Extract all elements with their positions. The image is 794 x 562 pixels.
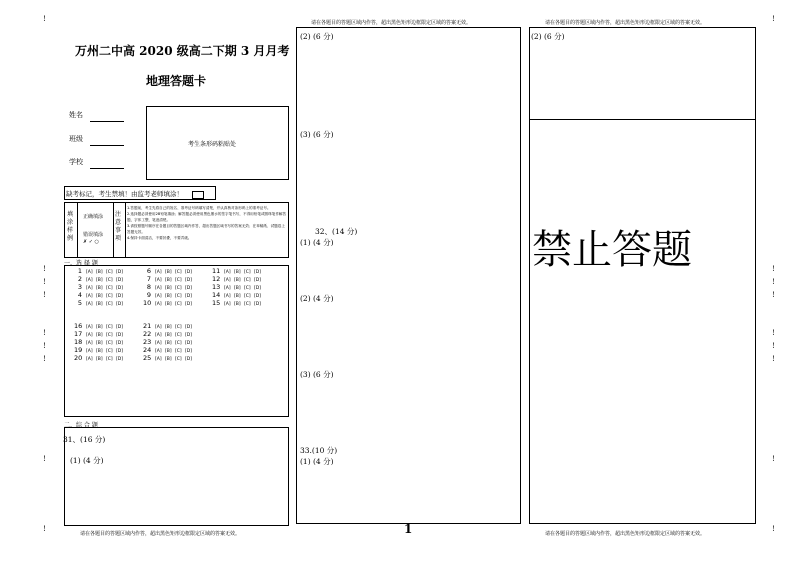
bottom-notice-left: 请在各题目的答题区域内作答，超出黑色矩形边框限定区域的答案无效。 bbox=[80, 531, 241, 537]
mc-option-bubble[interactable]: [B] bbox=[96, 302, 103, 307]
alignment-mark: ! bbox=[43, 455, 46, 463]
alignment-mark: ! bbox=[772, 329, 775, 337]
mc-option-bubble[interactable]: [C] bbox=[106, 333, 113, 338]
section2-answer-area[interactable] bbox=[64, 427, 289, 526]
mc-option-bubble[interactable]: [A] bbox=[86, 349, 93, 354]
mc-option-bubble[interactable]: [C] bbox=[106, 349, 113, 354]
mc-option-bubble[interactable]: [C] bbox=[175, 278, 182, 283]
mc-question-row bbox=[212, 291, 264, 299]
mc-option-bubble[interactable]: [B] bbox=[96, 333, 103, 338]
mc-option-bubble[interactable]: [C] bbox=[175, 286, 182, 291]
alignment-mark: ! bbox=[43, 265, 46, 273]
mc-option-bubble[interactable]: [C] bbox=[175, 294, 182, 299]
mc-option-bubble[interactable]: [D] bbox=[254, 302, 261, 307]
mc-option-bubble[interactable]: [D] bbox=[254, 270, 261, 275]
mc-option-bubble[interactable]: [C] bbox=[175, 270, 182, 275]
mc-option-bubble[interactable]: [D] bbox=[254, 278, 261, 283]
q32-label: 32、(14 分) bbox=[315, 227, 358, 236]
mc-question-number: 4 bbox=[77, 291, 82, 299]
mc-option-bubble[interactable]: [D] bbox=[116, 286, 123, 291]
mc-question-number: 20 bbox=[74, 354, 83, 362]
instruction-line: 4.保持卡面清洁，不要折叠，不要弄破。 bbox=[127, 236, 192, 240]
mc-option-bubble[interactable]: [D] bbox=[185, 286, 192, 291]
class-label: 班级 bbox=[69, 135, 83, 143]
section1-title: 一、选 择 题 bbox=[64, 260, 98, 267]
mc-option-bubble[interactable]: [A] bbox=[155, 357, 162, 362]
mc-option-bubble[interactable]: [C] bbox=[106, 286, 113, 291]
middle-answer-area[interactable] bbox=[296, 27, 521, 524]
bottom-notice-right: 请在各题目的答题区域内作答，超出黑色矩形边框限定区域的答案无效。 bbox=[545, 531, 706, 537]
mc-option-bubble[interactable]: [A] bbox=[224, 302, 231, 307]
mc-question-row bbox=[74, 267, 126, 275]
mc-option-bubble[interactable]: [D] bbox=[116, 278, 123, 283]
mc-option-bubble[interactable]: [A] bbox=[155, 286, 162, 291]
mc-option-bubble[interactable]: [D] bbox=[185, 302, 192, 307]
instructions-label: 注意事项 bbox=[115, 211, 122, 242]
mc-option-bubble[interactable]: [A] bbox=[86, 341, 93, 346]
mc-option-bubble[interactable]: [B] bbox=[234, 302, 241, 307]
mc-question-row bbox=[74, 283, 126, 291]
mc-option-bubble[interactable]: [C] bbox=[106, 302, 113, 307]
mc-option-bubble[interactable]: [D] bbox=[185, 270, 192, 275]
instruction-line: 3.请按照题号顺序在各题目的答题区域内作答，超出答题区域书写的答案无效；在草稿纸、试题卷上答题无效。 bbox=[127, 224, 285, 234]
mc-question-row bbox=[74, 322, 126, 330]
mc-option-bubble[interactable]: [A] bbox=[86, 286, 93, 291]
mc-question-number: 23 bbox=[143, 338, 152, 346]
mc-question-row bbox=[74, 346, 126, 354]
mc-option-bubble[interactable]: [C] bbox=[175, 357, 182, 362]
mc-option-bubble[interactable]: [A] bbox=[86, 278, 93, 283]
mc-option-bubble[interactable]: [D] bbox=[254, 294, 261, 299]
mc-option-bubble[interactable]: [C] bbox=[106, 278, 113, 283]
mc-option-bubble[interactable]: [C] bbox=[106, 325, 113, 330]
q32-2-label: (2) (4 分) bbox=[300, 294, 334, 303]
mc-question-row bbox=[74, 354, 126, 362]
mc-option-bubble[interactable]: [B] bbox=[165, 278, 172, 283]
name-label: 姓名 bbox=[69, 111, 83, 119]
absent-checkbox[interactable] bbox=[192, 191, 204, 199]
school-label: 学校 bbox=[69, 158, 83, 166]
name-field[interactable] bbox=[90, 121, 124, 122]
mc-question-row bbox=[143, 346, 195, 354]
mc-option-bubble[interactable]: [D] bbox=[185, 278, 192, 283]
alignment-mark: ! bbox=[772, 525, 775, 533]
q31-2-label: (2) (6 分) bbox=[300, 32, 334, 41]
barcode-label: 考生条形码粘贴处 bbox=[188, 141, 237, 148]
barcode-area bbox=[146, 106, 289, 180]
alignment-mark: ! bbox=[43, 355, 46, 363]
mc-question-number: 3 bbox=[77, 283, 82, 291]
mc-option-bubble[interactable]: [D] bbox=[254, 286, 261, 291]
mc-option-bubble[interactable]: [A] bbox=[155, 333, 162, 338]
q33-1-label: (1) (4 分) bbox=[300, 457, 334, 466]
mc-question-number: 17 bbox=[74, 330, 83, 338]
mc-option-bubble[interactable]: [B] bbox=[165, 270, 172, 275]
card-subtitle: 地理答题卡 bbox=[146, 74, 207, 88]
mc-question-row bbox=[143, 275, 195, 283]
mc-question-row bbox=[74, 299, 126, 307]
top-notice-right: 请在各题目的答题区域内作答，超出黑色矩形边框限定区域的答案无效。 bbox=[545, 20, 706, 26]
mc-question-row bbox=[143, 330, 195, 338]
mc-option-bubble[interactable]: [A] bbox=[155, 278, 162, 283]
wrong-fill-marks: ✗ ✓ ○ bbox=[83, 239, 99, 245]
mc-option-bubble[interactable]: [D] bbox=[116, 270, 123, 275]
alignment-mark: ! bbox=[772, 278, 775, 286]
mc-question-row bbox=[212, 275, 264, 283]
instructions-text bbox=[127, 205, 288, 241]
mc-option-bubble[interactable]: [C] bbox=[106, 270, 113, 275]
q31-1-label: (1) (4 分) bbox=[70, 456, 104, 465]
alignment-mark: ! bbox=[772, 355, 775, 363]
correct-fill-label: 正确填涂 bbox=[83, 214, 104, 220]
mc-option-bubble[interactable]: [B] bbox=[234, 270, 241, 275]
mc-question-row bbox=[74, 291, 126, 299]
mc-option-bubble[interactable]: [B] bbox=[96, 349, 103, 354]
mc-option-bubble[interactable]: [B] bbox=[96, 325, 103, 330]
mc-option-bubble[interactable]: [D] bbox=[185, 349, 192, 354]
mc-option-bubble[interactable]: [B] bbox=[165, 302, 172, 307]
mc-question-row bbox=[143, 291, 195, 299]
mc-question-number: 2 bbox=[77, 275, 82, 283]
mc-question-number: 15 bbox=[212, 299, 221, 307]
alignment-mark: ! bbox=[43, 329, 46, 337]
mc-option-bubble[interactable]: [D] bbox=[116, 294, 123, 299]
mc-question-number: 13 bbox=[212, 283, 221, 291]
mc-option-bubble[interactable]: [A] bbox=[86, 333, 93, 338]
mc-option-bubble[interactable]: [C] bbox=[106, 357, 113, 362]
mc-question-number: 25 bbox=[143, 354, 152, 362]
mc-option-bubble[interactable]: [B] bbox=[96, 341, 103, 346]
mc-option-bubble[interactable]: [A] bbox=[86, 294, 93, 299]
mc-option-bubble[interactable]: [B] bbox=[165, 341, 172, 346]
mc-option-bubble[interactable]: [A] bbox=[224, 286, 231, 291]
mc-question-number: 8 bbox=[146, 283, 151, 291]
forbidden-answer-text: 禁止答题 bbox=[532, 227, 692, 273]
mc-option-bubble[interactable]: [C] bbox=[244, 294, 251, 299]
q32-1-label: (1) (4 分) bbox=[300, 238, 334, 247]
mc-question-row bbox=[212, 267, 264, 275]
q31-3-label: (3) (6 分) bbox=[300, 130, 334, 139]
mc-option-bubble[interactable]: [A] bbox=[224, 270, 231, 275]
mc-question-number: 9 bbox=[146, 291, 151, 299]
class-field[interactable] bbox=[90, 145, 124, 146]
mc-option-bubble[interactable]: [A] bbox=[155, 325, 162, 330]
mc-question-number: 11 bbox=[212, 267, 221, 275]
mc-question-number: 22 bbox=[143, 330, 152, 338]
mc-question-row bbox=[74, 338, 126, 346]
mc-option-bubble[interactable]: [A] bbox=[155, 302, 162, 307]
top-notice-middle: 请在各题目的答题区域内作答，超出黑色矩形边框限定区域的答案无效。 bbox=[311, 20, 472, 26]
mc-option-bubble[interactable]: [C] bbox=[175, 325, 182, 330]
mc-question-row bbox=[143, 322, 195, 330]
mc-question-number: 6 bbox=[146, 267, 151, 275]
school-field[interactable] bbox=[90, 168, 124, 169]
mc-question-number: 18 bbox=[74, 338, 83, 346]
mc-option-bubble[interactable]: [B] bbox=[165, 286, 172, 291]
mc-question-number: 1 bbox=[77, 267, 82, 275]
mc-question-row bbox=[212, 283, 264, 291]
mc-option-bubble[interactable]: [A] bbox=[86, 357, 93, 362]
fill-example-label: 填涂样例 bbox=[67, 211, 74, 242]
absent-mark-text: 缺考标记，考生禁填！由监考老师填涂！ bbox=[66, 190, 183, 198]
right-answer-area[interactable] bbox=[529, 27, 756, 524]
mc-option-bubble[interactable]: [D] bbox=[116, 302, 123, 307]
mc-option-bubble[interactable]: [C] bbox=[106, 341, 113, 346]
alignment-mark: ! bbox=[772, 15, 775, 23]
alignment-mark: ! bbox=[43, 342, 46, 350]
mc-option-bubble[interactable]: [B] bbox=[234, 278, 241, 283]
mc-option-bubble[interactable]: [D] bbox=[116, 325, 123, 330]
mc-option-bubble[interactable]: [B] bbox=[165, 357, 172, 362]
mc-question-row bbox=[143, 299, 195, 307]
alignment-mark: ! bbox=[772, 455, 775, 463]
mc-option-bubble[interactable]: [B] bbox=[96, 270, 103, 275]
mc-question-row bbox=[143, 354, 195, 362]
mc-option-bubble[interactable]: [A] bbox=[224, 278, 231, 283]
alignment-mark: ! bbox=[43, 15, 46, 23]
mc-option-bubble[interactable]: [D] bbox=[116, 349, 123, 354]
alignment-mark: ! bbox=[43, 278, 46, 286]
mc-option-bubble[interactable]: [C] bbox=[175, 349, 182, 354]
mc-option-bubble[interactable]: [C] bbox=[175, 302, 182, 307]
mc-option-bubble[interactable]: [C] bbox=[244, 302, 251, 307]
alignment-mark: ! bbox=[772, 291, 775, 299]
instructions-box bbox=[64, 202, 289, 258]
mc-question-number: 21 bbox=[143, 322, 152, 330]
mc-option-bubble[interactable]: [B] bbox=[165, 325, 172, 330]
mc-question-number: 5 bbox=[77, 299, 82, 307]
mc-option-bubble[interactable]: [C] bbox=[244, 286, 251, 291]
mc-option-bubble[interactable]: [C] bbox=[175, 341, 182, 346]
mc-option-bubble[interactable]: [B] bbox=[96, 278, 103, 283]
alignment-mark: ! bbox=[43, 291, 46, 299]
absent-mark-box bbox=[64, 186, 216, 200]
mc-option-bubble[interactable]: [B] bbox=[96, 357, 103, 362]
mc-option-bubble[interactable]: [B] bbox=[234, 294, 241, 299]
mc-option-bubble[interactable]: [A] bbox=[155, 294, 162, 299]
wrong-fill-label: 错误填涂 bbox=[83, 232, 104, 238]
mc-option-bubble[interactable]: [D] bbox=[116, 333, 123, 338]
mc-option-bubble[interactable]: [A] bbox=[86, 302, 93, 307]
mc-option-bubble[interactable]: [C] bbox=[106, 294, 113, 299]
mc-option-bubble[interactable]: [A] bbox=[224, 294, 231, 299]
instruction-line: 2.选择题必须使用2B铅笔填涂；解答题必须使用黑色墨水的签字笔书写，不得用铅笔或圆珠笔作解答题，字体工整，笔迹清楚。 bbox=[127, 212, 287, 222]
mc-question-row bbox=[74, 275, 126, 283]
section2-title: 二、综 合 题 bbox=[64, 422, 98, 429]
mc-option-bubble[interactable]: [A] bbox=[155, 341, 162, 346]
mc-option-bubble[interactable]: [C] bbox=[175, 333, 182, 338]
alignment-mark: ! bbox=[772, 342, 775, 350]
mc-option-bubble[interactable]: [B] bbox=[165, 349, 172, 354]
q31-label: 31、(16 分) bbox=[63, 435, 106, 444]
alignment-mark: ! bbox=[772, 265, 775, 273]
q33-label: 33.(10 分) bbox=[300, 446, 338, 455]
mc-option-bubble[interactable]: [D] bbox=[185, 325, 192, 330]
page-number: 1 bbox=[404, 522, 413, 536]
mc-option-bubble[interactable]: [B] bbox=[234, 286, 241, 291]
mc-question-row bbox=[143, 267, 195, 275]
forbidden-divider bbox=[530, 119, 755, 120]
mc-option-bubble[interactable]: [D] bbox=[116, 357, 123, 362]
mc-option-bubble[interactable]: [B] bbox=[96, 286, 103, 291]
mc-question-row bbox=[212, 299, 264, 307]
mc-question-number: 19 bbox=[74, 346, 83, 354]
mc-question-number: 24 bbox=[143, 346, 152, 354]
q33-2-label: (2) (6 分) bbox=[531, 32, 565, 41]
mc-option-bubble[interactable]: [D] bbox=[185, 333, 192, 338]
mc-option-bubble[interactable]: [D] bbox=[185, 341, 192, 346]
exam-title: 万州二中高 2020 级高二下期 3 月月考 bbox=[75, 44, 290, 58]
mc-option-bubble[interactable]: [A] bbox=[155, 270, 162, 275]
mc-option-bubble[interactable]: [A] bbox=[155, 349, 162, 354]
q32-3-label: (3) (6 分) bbox=[300, 370, 334, 379]
mc-question-number: 10 bbox=[143, 299, 152, 307]
mc-option-bubble[interactable]: [C] bbox=[244, 270, 251, 275]
mc-question-row bbox=[143, 338, 195, 346]
mc-option-bubble[interactable]: [B] bbox=[165, 294, 172, 299]
mc-question-number: 7 bbox=[146, 275, 151, 283]
mc-option-bubble[interactable]: [D] bbox=[185, 294, 192, 299]
mc-option-bubble[interactable]: [D] bbox=[185, 357, 192, 362]
mc-option-bubble[interactable]: [C] bbox=[244, 278, 251, 283]
mc-question-number: 12 bbox=[212, 275, 221, 283]
instruction-line: 1.答题前，考生先将自己的姓名、准考证号码填写清楚，并认真核对条形码上的准考证号。 bbox=[127, 206, 271, 210]
mc-option-bubble[interactable]: [A] bbox=[86, 270, 93, 275]
mc-question-row bbox=[143, 283, 195, 291]
mc-question-row bbox=[74, 330, 126, 338]
mc-option-bubble[interactable]: [B] bbox=[96, 294, 103, 299]
mc-option-bubble[interactable]: [B] bbox=[165, 333, 172, 338]
mc-question-number: 14 bbox=[212, 291, 221, 299]
mc-option-bubble[interactable]: [D] bbox=[116, 341, 123, 346]
mc-option-bubble[interactable]: [A] bbox=[86, 325, 93, 330]
alignment-mark: ! bbox=[43, 525, 46, 533]
mc-question-number: 16 bbox=[74, 322, 83, 330]
